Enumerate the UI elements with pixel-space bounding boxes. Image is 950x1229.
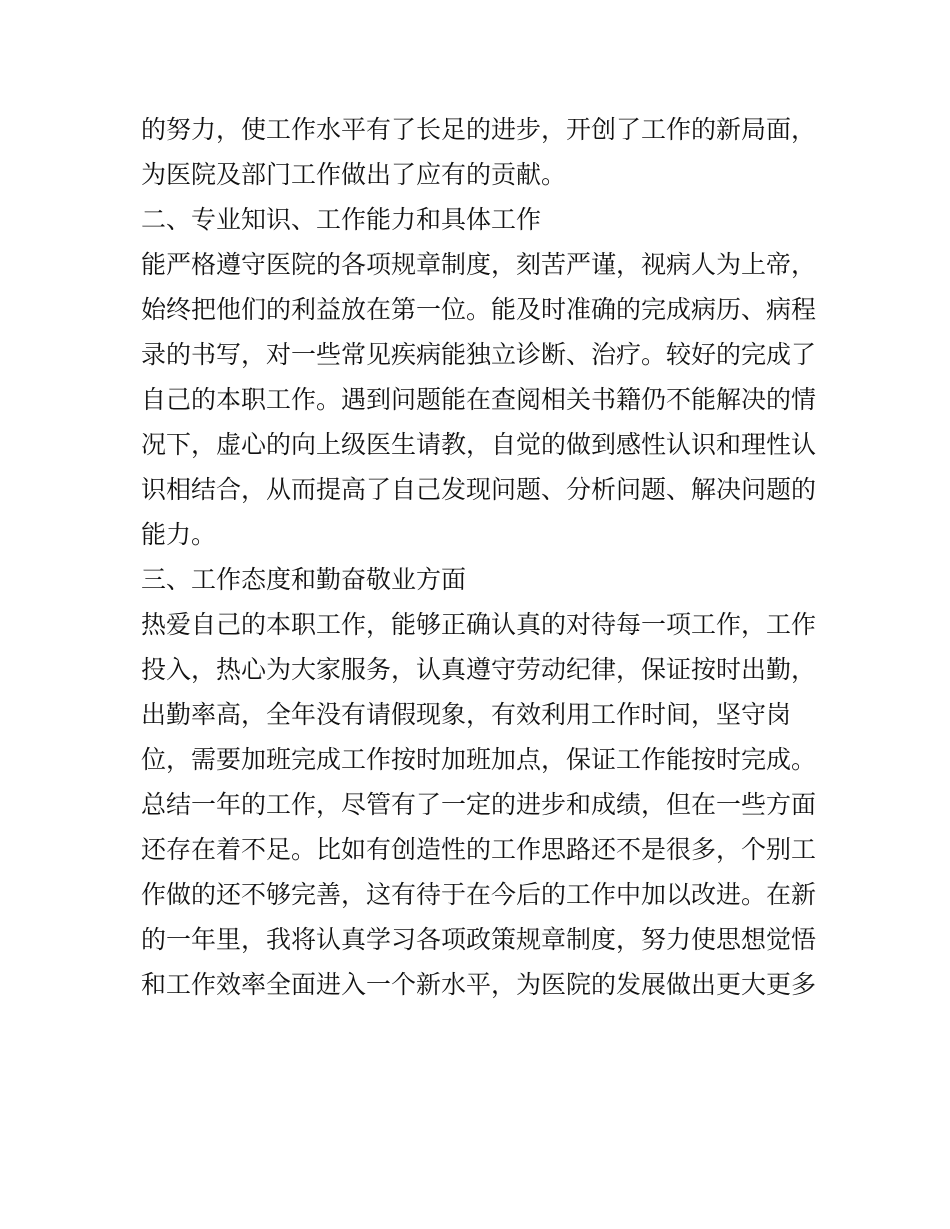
paragraph-line: 位，需要加班完成工作按时加班加点，保证工作能按时完成。	[141, 745, 817, 774]
paragraph-line: 热爱自己的本职工作，能够正确认真的对待每一项工作，工作	[141, 610, 817, 639]
section-heading: 三、工作态度和勤奋敬业方面	[141, 565, 467, 594]
paragraph-line: 为医院及部门工作做出了应有的贡献。	[141, 160, 567, 189]
paragraph-line: 的努力，使工作水平有了长足的进步，开创了工作的新局面，	[141, 115, 817, 144]
paragraph-line: 作做的还不够完善，这有待于在今后的工作中加以改进。在新	[141, 880, 817, 909]
paragraph-line: 识相结合，从而提高了自己发现问题、分析问题、解决问题的	[141, 475, 817, 504]
paragraph-line: 出勤率高，全年没有请假现象，有效利用工作时间，坚守岗	[141, 700, 792, 729]
paragraph-line: 的一年里，我将认真学习各项政策规章制度，努力使思想觉悟	[141, 925, 817, 954]
paragraph-line: 能严格遵守医院的各项规章制度，刻苦严谨，视病人为上帝，	[141, 250, 817, 279]
paragraph-line: 投入，热心为大家服务，认真遵守劳动纪律，保证按时出勤，	[141, 655, 817, 684]
paragraph-line: 总结一年的工作，尽管有了一定的进步和成绩，但在一些方面	[141, 790, 817, 819]
paragraph-line: 和工作效率全面进入一个新水平，为医院的发展做出更大更多	[141, 970, 817, 999]
section-heading: 二、专业知识、工作能力和具体工作	[141, 205, 542, 234]
paragraph-line: 能力。	[141, 520, 217, 549]
paragraph-line: 录的书写，对一些常见疾病能独立诊断、治疗。较好的完成了	[141, 340, 817, 369]
paragraph-line: 始终把他们的利益放在第一位。能及时准确的完成病历、病程	[141, 295, 817, 324]
paragraph-line: 况下，虚心的向上级医生请教，自觉的做到感性认识和理性认	[141, 430, 817, 459]
paragraph-line: 自己的本职工作。遇到问题能在查阅相关书籍仍不能解决的情	[141, 385, 817, 414]
paragraph-line: 还存在着不足。比如有创造性的工作思路还不是很多，个别工	[141, 835, 817, 864]
document-body	[141, 107, 821, 1007]
